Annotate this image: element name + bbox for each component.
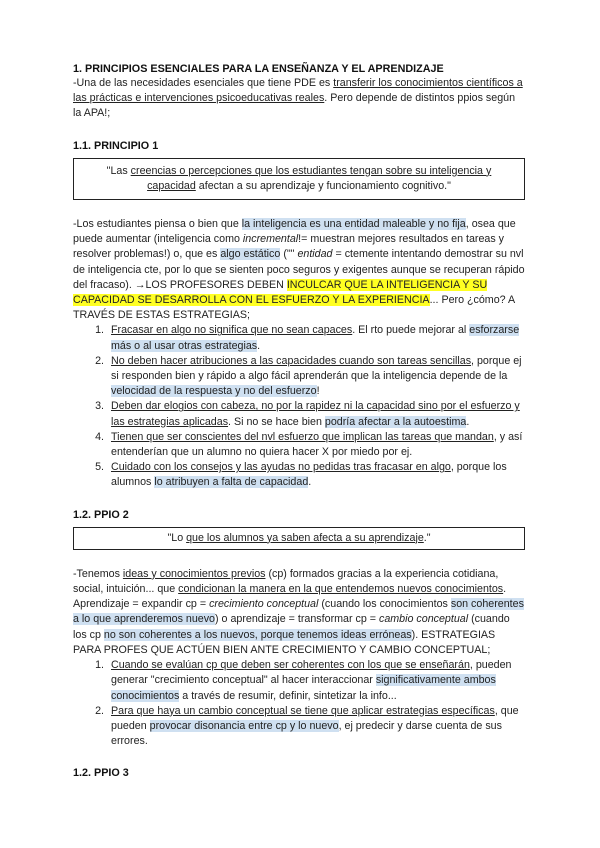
text-run: No deben hacer atribuciones a las capacidades cuando son tareas sencillas (111, 354, 472, 367)
quote-text: "Lo (167, 531, 187, 544)
intro-underlined: transferir los conocimientos científicos a las prácticas e intervenciones psicoeducativas reales (73, 77, 523, 105)
document-page (73, 62, 525, 780)
principle3-title: 1.2. PPIO 3 (73, 767, 129, 780)
quote-text-end: ." (423, 531, 431, 544)
text-run: la inteligencia es una entidad maleable y no fija (241, 218, 466, 231)
text-run: son coherentes a lo que aprenderemos nuevo (73, 598, 524, 626)
list-item (107, 430, 525, 460)
text-run: podría afectar a la autoestima (324, 415, 467, 428)
list-item (107, 658, 525, 704)
text-run: cambio conceptual (378, 613, 469, 626)
text-run: , porque ej si responden bien y rápido a algo fácil aprenderán que la inteligencia depende de la (111, 354, 522, 383)
text-run: = ctemente intentando demostrar su nvl de inteligencia cte, por lo que se sienten poco seguros y exigentes aunque se recuperan rápido del fracaso). →LOS PROFESORES DEBEN (73, 248, 525, 291)
text-run: provocar disonancia entre cp y lo nuevo (149, 719, 339, 732)
text-run: . El rto puede mejorar al (352, 324, 470, 337)
text-run: Tienen que ser conscientes del nvl esfuerzo que implican las tareas que mandan (111, 430, 494, 443)
text-run: , y así entenderían que un alumno no quiera hacer X por miedo por ej. (111, 430, 523, 459)
text-run: a través de resumir, definir, sintetizar la info... (179, 689, 397, 702)
text-run: , porque los alumnos (111, 461, 507, 489)
text-run: crecimiento conceptual (209, 598, 319, 611)
text-run: (cuando los cp (73, 613, 510, 641)
text-run: . (466, 415, 470, 428)
text-run: Cuidado con los consejos y las ayudas no pedidas tras fracasar en algo (111, 461, 451, 474)
text-run: , pueden generar "crecimiento conceptual" al hacer interaccionar (111, 659, 512, 687)
text-run: (cuando los conocimientos (318, 598, 451, 611)
text-run: incremental (242, 233, 299, 246)
text-run: esforzarse más o al usar otras estrategias (111, 324, 520, 352)
text-run: != muestran mejores resultados en tareas y resolver problemas!) o, que es (73, 233, 505, 261)
text-run: . Si no se hace bien (228, 415, 325, 428)
principle1-title: 1.1. PRINCIPIO 1 (73, 139, 159, 152)
text-run: ideas y conocimientos previos (122, 567, 266, 580)
quote-underlined: que los alumnos ya saben afecta a su aprendizaje (186, 531, 424, 544)
list-item (107, 354, 525, 400)
text-run: (cp) formados gracias a la experiencia cotidiana, social, intuición... que (73, 567, 499, 596)
intro-text-end: . Pero depende de distintos ppios según la APA!; (73, 92, 516, 120)
text-run: , ej predecir y darse cuenta de sus errores. (111, 719, 502, 748)
quote-text-end: afectan a su aprendizaje y funcionamiento cognitivo." (195, 179, 451, 192)
text-run: Deben dar elogios con cabeza, no por la rapidez ni la capacidad sino por el esfuerzo y las estrategias aplicadas (111, 400, 520, 428)
text-run: velocidad de la respuesta y no del esfuerzo (111, 385, 317, 398)
principle2-body (73, 567, 525, 658)
principle1-quote (73, 158, 525, 200)
quote-underlined: creencias o percepciones que los estudiantes tengan sobre su inteligencia y capacidad (130, 164, 492, 192)
principle1-list (73, 323, 525, 490)
text-run: condicionan la manera en la que entendemos nuevos conocimientos (178, 583, 504, 596)
text-run: ! (316, 385, 320, 398)
section-title: 1. PRINCIPIOS ESENCIALES PARA LA ENSEÑANZA Y EL APRENDIZAJE (73, 63, 444, 75)
text-run: lo atribuyen a falta de capacidad (154, 476, 309, 489)
principle2-list (73, 658, 525, 749)
list-item (107, 460, 525, 490)
quote-text: "Las (106, 164, 131, 177)
text-run: ). ESTRATEGIAS PARA PROFES QUE ACTÚEN BIEN ANTE CRECIMIENTO Y CAMBIO CONCEPTUAL; (73, 628, 496, 656)
text-run: . (308, 476, 312, 489)
section-intro (73, 76, 525, 122)
list-item (107, 704, 525, 750)
text-run: , que pueden (111, 704, 519, 732)
list-item (107, 323, 525, 353)
text-run: algo estático (220, 248, 281, 261)
text-run: Fracasar en algo no significa que no sean capaces (111, 324, 353, 337)
text-run: significativamente ambos conocimientos (111, 674, 496, 702)
text-run: INCULCAR QUE LA INTELIGENCIA Y SU CAPACIDAD SE DESARROLLA CON EL ESFUERZO Y LA EXPERIENCIA (73, 278, 488, 307)
principle2-title: 1.2. PPIO 2 (73, 508, 129, 521)
text-run: -Los estudiantes piensa o bien que (73, 218, 242, 231)
text-run: Para que haya un cambio conceptual se tiene que aplicar estrategias específicas (111, 704, 495, 717)
principle1-body (73, 217, 525, 323)
text-run: ... Pero ¿cómo? A TRAVÉS DE ESTAS ESTRATEGIAS; (73, 294, 515, 322)
list-item (107, 399, 525, 429)
text-run: . Aprendizaje = expandir cp = (73, 583, 507, 611)
text-run: no son coherentes a los nuevos, porque tenemos ideas erróneas (103, 628, 412, 641)
text-run: Cuando se evalúan cp que deben ser coherentes con los que se enseñarán (111, 659, 470, 672)
text-run: ("" (280, 248, 298, 261)
intro-text: -Una de las necesidades esenciales que tiene PDE es (73, 77, 334, 89)
text-run: , osea que puede aumentar (inteligencia como (73, 218, 516, 246)
text-run: entidad (297, 248, 333, 261)
text-run: . (257, 339, 261, 352)
text-run: -Tenemos (73, 567, 123, 580)
text-run: ) o aprendizaje = transformar cp = (215, 613, 379, 626)
principle2-quote (73, 527, 525, 550)
